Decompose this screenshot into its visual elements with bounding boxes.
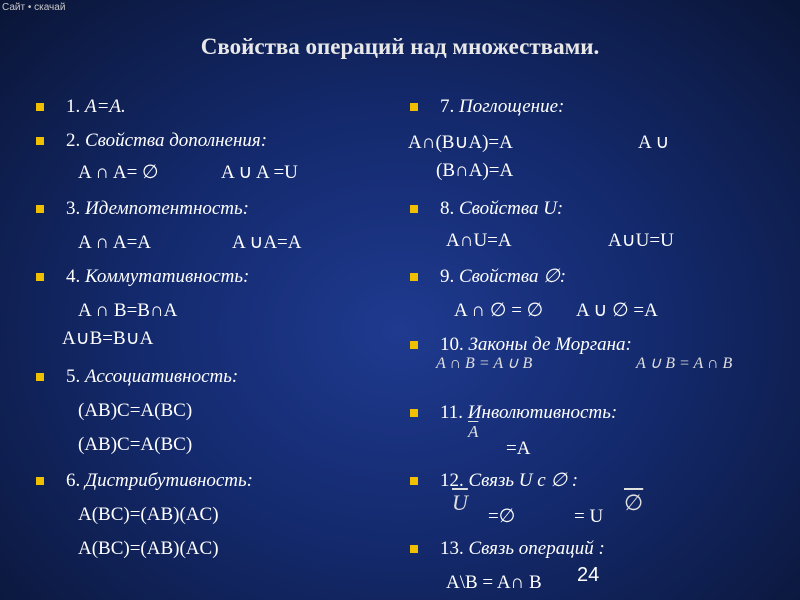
formula: A ∩ A= ∅: [78, 162, 159, 183]
item-text: Свойства ∅:: [459, 266, 567, 287]
item-number: 13.: [440, 538, 469, 559]
bullet-icon: [36, 373, 44, 381]
bullet-icon: [36, 103, 44, 111]
formula: =∅: [488, 506, 516, 527]
item-number: 8.: [440, 198, 459, 219]
formula: =A: [506, 438, 531, 459]
bullet-icon: [410, 545, 418, 553]
item-number: 1.: [66, 96, 85, 117]
item-text: Идемпотентность:: [85, 198, 250, 219]
formula: A ∪ A =U: [221, 162, 298, 183]
formula: A ∪ B = A ∩ B: [636, 355, 733, 372]
item-number: 3.: [66, 198, 85, 219]
item-number: 9.: [440, 266, 459, 287]
bullet-icon: [36, 137, 44, 145]
item-text: Связь операций :: [468, 538, 605, 559]
formula: (AB)C=A(BC): [78, 434, 193, 455]
formula: $\overline{U}$: [452, 490, 468, 515]
item-number: 5.: [66, 366, 85, 387]
item-number: 7.: [440, 96, 459, 117]
formula: A∩U=A: [446, 230, 512, 251]
item-text: Свойства дополнения:: [85, 130, 268, 151]
item-text: Связь U с ∅ :: [468, 470, 579, 491]
formula: (B∩A)=A: [436, 160, 514, 181]
formula: A(BC)=(AB)(AC): [78, 538, 219, 559]
formula: A∪B=B∪A: [62, 328, 154, 349]
slide-title: Свойства операций над множествами.: [200, 34, 600, 59]
bullet-icon: [36, 205, 44, 213]
formula: A ∪ ∅ =A: [576, 300, 658, 321]
bullet-icon: [36, 477, 44, 485]
item-number: 2.: [66, 130, 85, 151]
item-text: Законы де Моргана:: [468, 334, 632, 355]
formula: A ∪A=A: [232, 232, 302, 253]
item-number: 10.: [440, 334, 469, 355]
item-text: Свойства U:: [459, 198, 564, 219]
formula: A ∪: [638, 132, 670, 153]
item-text: A=A.: [85, 96, 126, 117]
bullet-icon: [410, 205, 418, 213]
formula: A ∩ A=A: [78, 232, 152, 253]
item-text: Инволютивность:: [467, 402, 618, 423]
formula: A ∩ B=B∩A: [78, 300, 178, 321]
formula: A∩(B∪A)=A: [408, 132, 513, 153]
corner-watermark-text: Сайт • скачай: [2, 2, 66, 13]
formula: A(BC)=(AB)(AC): [78, 504, 219, 525]
item-text: Ассоциативность:: [85, 366, 239, 387]
item-text: Поглощение:: [459, 96, 565, 117]
formula: (AB)C=A(BC): [78, 400, 193, 421]
item-text: Дистрибутивность:: [85, 470, 254, 491]
bullet-icon: [410, 409, 418, 417]
item-number: 6.: [66, 470, 85, 491]
formula: A∪U=U: [608, 230, 674, 251]
item-number: 11.: [440, 402, 468, 423]
page-number: 24: [577, 564, 600, 586]
formula: ∅: [624, 490, 644, 515]
bullet-icon: [410, 273, 418, 281]
item-number: 4.: [66, 266, 85, 287]
formula: A ∩ ∅ = ∅: [454, 300, 544, 321]
bullet-icon: [36, 273, 44, 281]
item-text: Коммутативность:: [85, 266, 250, 287]
bullet-icon: [410, 341, 418, 349]
formula: A\B = A∩ B: [446, 572, 542, 593]
bullet-icon: [410, 477, 418, 485]
bullet-icon: [410, 103, 418, 111]
formula: = U: [574, 506, 604, 527]
formula: A ∩ B = A ∪ B: [436, 355, 533, 372]
formula: $\overline{A}$: [468, 422, 479, 441]
item-number: 12.: [440, 470, 469, 491]
